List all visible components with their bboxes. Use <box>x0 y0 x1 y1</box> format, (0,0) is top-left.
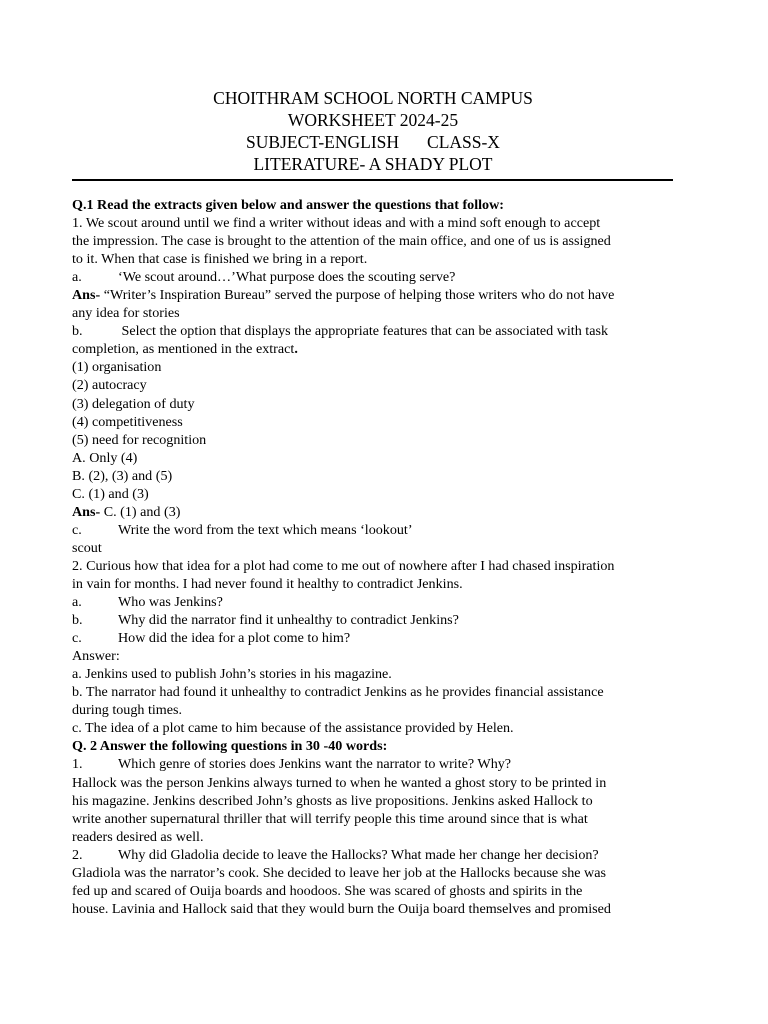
option-item: A. Only (4) <box>72 449 138 466</box>
subject-label: SUBJECT-ENGLISH <box>246 132 400 152</box>
question-label: a. <box>72 594 82 611</box>
question-text: Which genre of stories does Jenkins want the narrator to write? Why? <box>118 756 512 773</box>
answer-line: his magazine. Jenkins described John’s ghosts as live propositions. Jenkins asked Hallock to <box>72 792 593 809</box>
option-item: (1) organisation <box>72 359 162 376</box>
question-text: Select the option that displays the appropriate features that can be associated with task <box>118 323 608 340</box>
answer-text: “Writer’s Inspiration Bureau” served the purpose of helping those writers who do not have <box>100 287 615 304</box>
answer-label: Ans- <box>72 503 101 520</box>
header-divider <box>72 179 673 181</box>
option-item: (5) need for recognition <box>72 431 207 448</box>
question-text: Who was Jenkins? <box>118 594 223 611</box>
answer-b <box>72 503 692 521</box>
option-item: (3) delegation of duty <box>72 395 195 412</box>
answer-line: house. Lavinia and Hallock said that they would burn the Ouija board themselves and promised <box>72 900 611 917</box>
answer-line: a. Jenkins used to publish John’s stories in his magazine. <box>72 666 392 683</box>
worksheet-title: WORKSHEET 2024-25 <box>287 110 459 130</box>
answer-line: readers desired as well. <box>72 828 204 845</box>
answer-line: Hallock was the person Jenkins always turned to when he wanted a ghost story to be printed in <box>72 774 607 791</box>
sub-question <box>72 611 692 629</box>
question-text: How did the idea for a plot come to him? <box>118 630 351 647</box>
sub-question <box>72 593 692 611</box>
q2-heading: Q. 2 Answer the following questions in 30 -40 words: <box>72 738 388 755</box>
class-label: CLASS-X <box>427 132 500 152</box>
answer-a-continued: any idea for stories <box>72 305 180 322</box>
question-label: b. <box>72 612 83 629</box>
document-header <box>0 87 746 175</box>
topic-title: LITERATURE- A SHADY PLOT <box>253 154 493 174</box>
extract2-line: in vain for months. I had never found it healthy to contradict Jenkins. <box>72 575 463 592</box>
question-label: c. <box>72 521 82 538</box>
option-item: (4) competitiveness <box>72 413 183 430</box>
answer-line: c. The idea of a plot came to him because of the assistance provided by Helen. <box>72 720 514 737</box>
question-label: b. <box>72 323 83 340</box>
extract1-line: 1. We scout around until we find a writer without ideas and with a mind soft enough to accept <box>72 215 601 232</box>
answer-line: b. The narrator had found it unhealthy to contradict Jenkins as he provides financial assistance <box>72 684 604 701</box>
q1-heading: Q.1 Read the extracts given below and answer the questions that follow: <box>72 197 504 213</box>
question-label: c. <box>72 630 82 647</box>
extract1-line: the impression. The case is brought to the attention of the main office, and one of us is assigned <box>72 233 611 250</box>
question-label: 2. <box>72 846 83 863</box>
school-name: CHOITHRAM SCHOOL NORTH CAMPUS <box>213 88 533 108</box>
question-text: Why did Gladolia decide to leave the Hallocks? What made her change her decision? <box>118 846 599 863</box>
question-b-continued: completion, as mentioned in the extract. <box>72 341 298 358</box>
answer-line: write another supernatural thriller that will terrify people this time around since that is what <box>72 810 588 827</box>
answer-line: fed up and scared of Ouija boards and hoodoos. She was scared of ghosts and spirits in the <box>72 882 583 899</box>
question-a <box>72 268 692 286</box>
q2-question-1 <box>72 755 692 773</box>
worksheet-body <box>72 196 692 918</box>
answer-label: Ans- <box>72 287 101 304</box>
answer-heading: Answer: <box>72 648 120 665</box>
question-text: ‘We scout around…’What purpose does the scouting serve? <box>118 269 456 286</box>
subject-class-line <box>0 131 746 153</box>
question-b <box>72 322 692 340</box>
question-text: Why did the narrator find it unhealthy to contradict Jenkins? <box>118 612 459 629</box>
sub-question <box>72 629 692 647</box>
answer-text: C. (1) and (3) <box>100 503 181 520</box>
option-item: B. (2), (3) and (5) <box>72 467 173 484</box>
answer-a <box>72 286 692 304</box>
answer-line: Gladiola was the narrator’s cook. She decided to leave her job at the Hallocks because she was <box>72 864 606 881</box>
option-item: (2) autocracy <box>72 377 147 394</box>
q2-question-2 <box>72 846 692 864</box>
extract1-line: to it. When that case is finished we bring in a report. <box>72 251 368 268</box>
answer-line: during tough times. <box>72 702 183 719</box>
option-item: C. (1) and (3) <box>72 485 149 502</box>
extract2-line: 2. Curious how that idea for a plot had come to me out of nowhere after I had chased inspiration <box>72 557 615 574</box>
question-label: 1. <box>72 756 83 773</box>
question-c <box>72 521 692 539</box>
question-text: Write the word from the text which means ‘lookout’ <box>118 521 413 538</box>
question-label: a. <box>72 269 82 286</box>
answer-c: scout <box>72 539 102 556</box>
